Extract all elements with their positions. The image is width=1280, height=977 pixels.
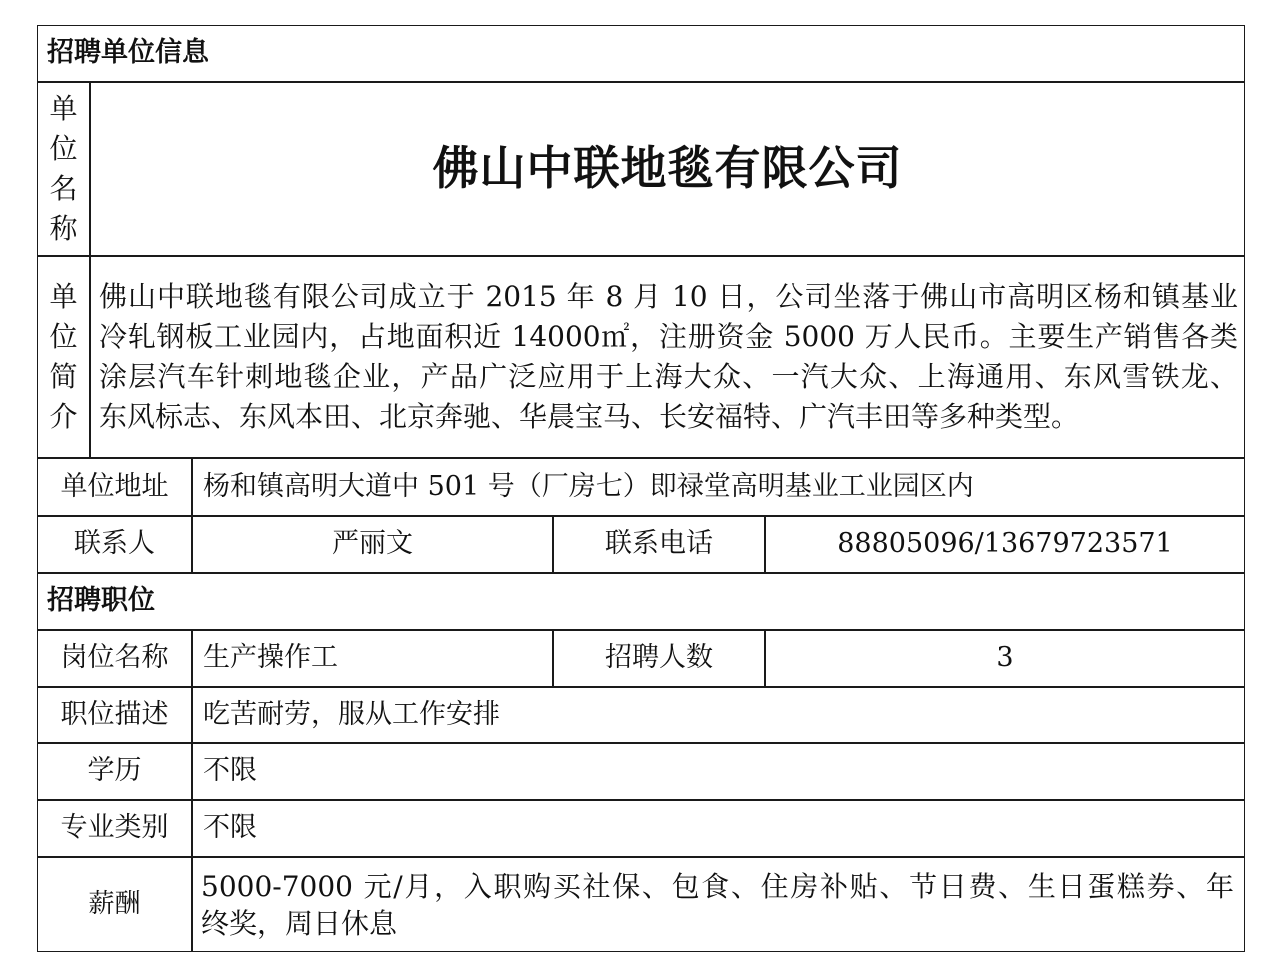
position-title-value: 生产操作工 — [203, 642, 338, 674]
address-label-cell — [37, 458, 192, 516]
address-value: 杨和镇高明大道中 501 号（厂房七）即禄堂高明基业工业园区内 — [203, 470, 974, 502]
position-title-cell — [192, 630, 553, 687]
education-label: 学历 — [87, 755, 142, 787]
major-label-cell — [37, 800, 192, 857]
headcount-cell — [765, 630, 1245, 687]
company-name-cell — [90, 82, 1245, 256]
description-label-cell — [37, 687, 192, 743]
salary-label-cell — [37, 857, 192, 952]
major-cell — [192, 800, 1245, 857]
description-cell — [192, 687, 1245, 743]
phone-value: 88805096/13679723571 — [837, 528, 1173, 560]
salary-line: 5000-7000 元/月，入职购买社保、包食、住房补贴、节日费、生日蛋糕券、年 — [201, 869, 1234, 903]
contact-cell — [192, 516, 553, 573]
headcount-label-cell — [553, 630, 765, 687]
description-label: 职位描述 — [60, 698, 169, 730]
contact-value: 严丽文 — [332, 528, 413, 560]
address-cell — [192, 458, 1245, 516]
section-header-position-info — [37, 573, 1245, 630]
address-label: 单位地址 — [60, 470, 169, 502]
position-title-label-cell — [37, 630, 192, 687]
phone-cell — [765, 516, 1245, 573]
phone-label: 联系电话 — [605, 528, 713, 560]
description-value: 吃苦耐劳，服从工作安排 — [203, 698, 500, 730]
education-label-cell — [37, 743, 192, 800]
company-name-label: 单位名称 — [49, 92, 78, 245]
company-intro-line: 佛山中联地毯有限公司成立于 2015 年 8 月 10 日，公司坐落于佛山市高明区杨和镇基业 — [99, 280, 1238, 313]
contact-label: 联系人 — [74, 528, 155, 560]
company-intro-label: 单位简介 — [49, 280, 78, 433]
major-value: 不限 — [203, 812, 257, 844]
company-intro-line: 涂层汽车针刺地毯企业，产品广泛应用于上海大众、一汽大众、上海通用、东风雪铁龙、 — [99, 360, 1238, 393]
contact-label-cell — [37, 516, 192, 573]
major-label: 专业类别 — [60, 812, 169, 844]
section-title: 招聘职位 — [47, 585, 155, 617]
company-intro-cell — [90, 256, 1245, 458]
headcount-label: 招聘人数 — [605, 642, 713, 674]
salary-label: 薪酬 — [88, 888, 141, 919]
section-header-company-info — [37, 25, 1245, 82]
company-name: 佛山中联地毯有限公司 — [432, 141, 903, 196]
company-intro-label-cell — [37, 256, 90, 458]
company-intro-line: 东风标志、东风本田、北京奔驰、华晨宝马、长安福特、广汽丰田等多种类型。 — [99, 400, 1080, 433]
education-cell — [192, 743, 1245, 800]
salary-cell — [192, 857, 1245, 952]
headcount-value: 3 — [996, 642, 1014, 674]
company-intro-line: 冷轧钢板工业园内，占地面积近 14000㎡，注册资金 5000 万人民币。主要生产销售各类 — [99, 320, 1238, 353]
education-value: 不限 — [203, 755, 257, 787]
position-title-label: 岗位名称 — [60, 642, 169, 674]
section-title: 招聘单位信息 — [47, 37, 209, 69]
company-name-label-cell — [37, 82, 90, 256]
phone-label-cell — [553, 516, 765, 573]
salary-line: 终奖，周日休息 — [201, 906, 398, 940]
